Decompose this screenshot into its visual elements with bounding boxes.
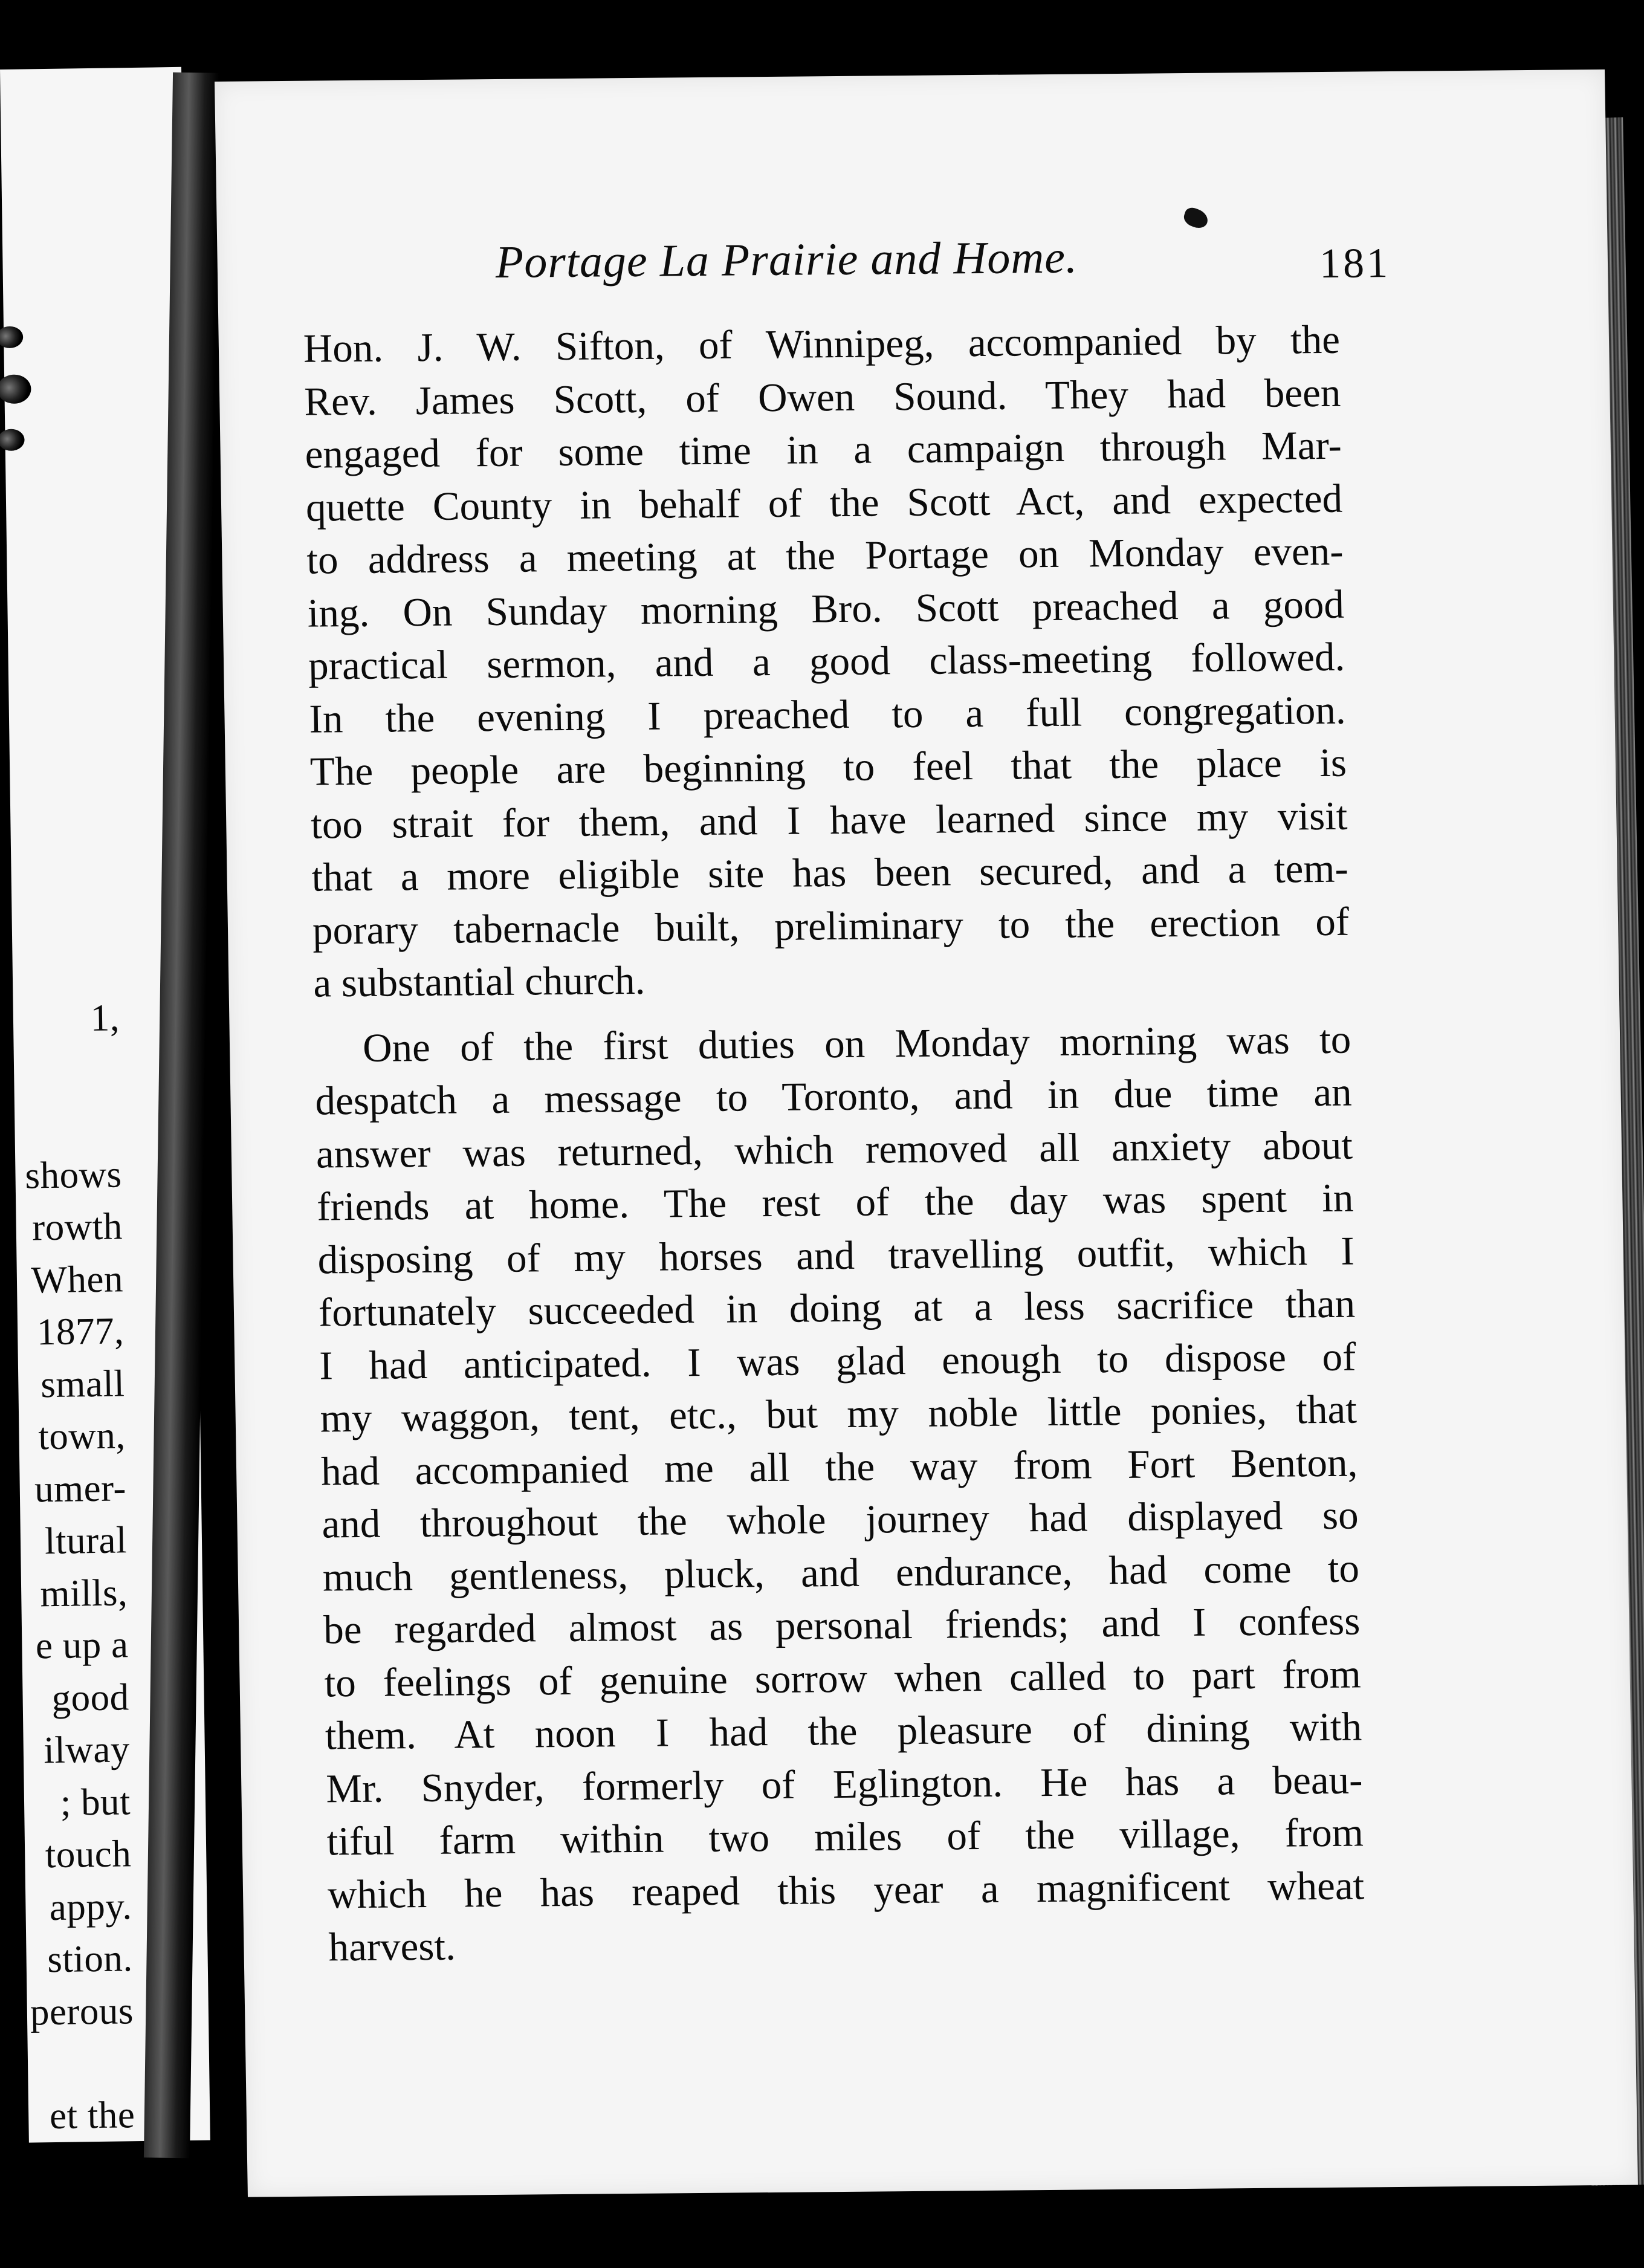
ornament-icon	[0, 326, 23, 349]
left-line-fragment: good	[51, 1675, 130, 1719]
left-line-fragment: appy.	[49, 1884, 132, 1928]
text-line: a substantial church.	[312, 957, 646, 1006]
left-line-fragment: e up a	[35, 1623, 129, 1667]
text-line: answer was returned, which removed all anxiety about	[316, 1123, 1353, 1177]
text-line: Hon. J. W. Sifton, of Winnipeg, accompanied by the	[303, 317, 1341, 371]
ornament-icon	[0, 374, 31, 404]
left-line-fragment: rowth	[31, 1205, 123, 1249]
left-line-fragment: 1,	[90, 996, 120, 1040]
left-line-fragment: town,	[37, 1414, 126, 1458]
paragraph-2	[314, 1013, 1365, 1974]
text-line: much gentleness, pluck, and endurance, had come to	[322, 1546, 1360, 1599]
left-line-fragment: ilway	[43, 1728, 131, 1772]
text-line: to address a meeting at the Portage on Monday even-	[306, 528, 1344, 583]
text-line: and throughout the whole journey had displayed so	[321, 1492, 1359, 1547]
paragraph-1	[303, 314, 1350, 1010]
text-line: ing. On Sunday morning Bro. Scott preached a good	[307, 582, 1345, 636]
left-page-text	[0, 991, 135, 2143]
text-line: In the evening I preached to a full congregation.	[308, 687, 1347, 742]
left-line-fragment: 1877,	[36, 1309, 125, 1353]
left-line-fragment: et the	[49, 2093, 135, 2137]
text-line: my waggon, tent, etc., but my noble little ponies, that	[320, 1387, 1358, 1441]
text-line: Rev. James Scott, of Owen Sound. They had been	[303, 370, 1341, 424]
text-line: The people are beginning to feel that the place is	[309, 740, 1347, 794]
text-line: be regarded almost as personal friends; and I confess	[323, 1598, 1361, 1653]
running-title: Portage La Prairie and Home.	[495, 232, 1078, 288]
left-line-fragment: touch	[45, 1832, 132, 1876]
text-line: Mr. Snyder, formerly of Eglington. He has a beau-	[325, 1757, 1363, 1811]
text-line: which he has reaped this year a magnificent wheat	[327, 1862, 1365, 1917]
page-content	[302, 229, 1391, 1974]
left-line-fragment: mills,	[39, 1570, 128, 1615]
page-number: 181	[1319, 240, 1391, 288]
text-line: harvest.	[328, 1923, 456, 1970]
text-line: tiful farm within two miles of the village, from	[326, 1810, 1364, 1864]
text-line: too strait for them, and I have learned since my visit	[310, 793, 1348, 847]
left-line-fragment: umer-	[34, 1466, 127, 1510]
text-line: One of the first duties on Monday morning was to	[362, 1017, 1351, 1071]
left-line-fragment: ltural	[44, 1518, 128, 1563]
body-text	[303, 314, 1365, 1974]
text-line: disposing of my horses and travelling outfit, which I	[317, 1228, 1355, 1283]
text-line: quette County in behalf of the Scott Act, and expected	[305, 476, 1343, 530]
left-line-fragment: perous	[30, 1989, 134, 2033]
left-line-fragment: shows	[25, 1152, 123, 1197]
text-line: that a more eligible site has been secured, and a tem-	[311, 846, 1349, 900]
ornament-icon	[0, 429, 25, 451]
left-line-fragment: stion.	[47, 1937, 134, 1981]
ink-speck	[1182, 206, 1211, 231]
text-line: engaged for some time in a campaign through Mar-	[305, 423, 1342, 477]
text-line: despatch a message to Toronto, and in due time an	[314, 1069, 1353, 1124]
text-line: I had anticipated. I was glad enough to dispose of	[319, 1334, 1356, 1388]
text-line: friends at home. The rest of the day was spent in	[316, 1175, 1354, 1230]
left-line-fragment: ; but	[60, 1780, 131, 1824]
left-line-fragment: small	[40, 1361, 125, 1405]
text-line: fortunately succeeded in doing at a less sacrifice than	[318, 1281, 1356, 1335]
text-line: them. At noon I had the pleasure of dining with	[325, 1704, 1362, 1758]
left-line-fragment: When	[31, 1257, 124, 1301]
right-page	[215, 70, 1638, 2197]
text-line: practical sermon, and a good class-meeting followed.	[308, 634, 1345, 688]
text-line: to feelings of genuine sorrow when called to part from	[324, 1651, 1362, 1705]
running-head	[302, 229, 1391, 311]
text-line: had accompanied me all the way from Fort Benton,	[320, 1440, 1358, 1494]
text-line: porary tabernacle built, preliminary to the erection of	[312, 899, 1350, 953]
